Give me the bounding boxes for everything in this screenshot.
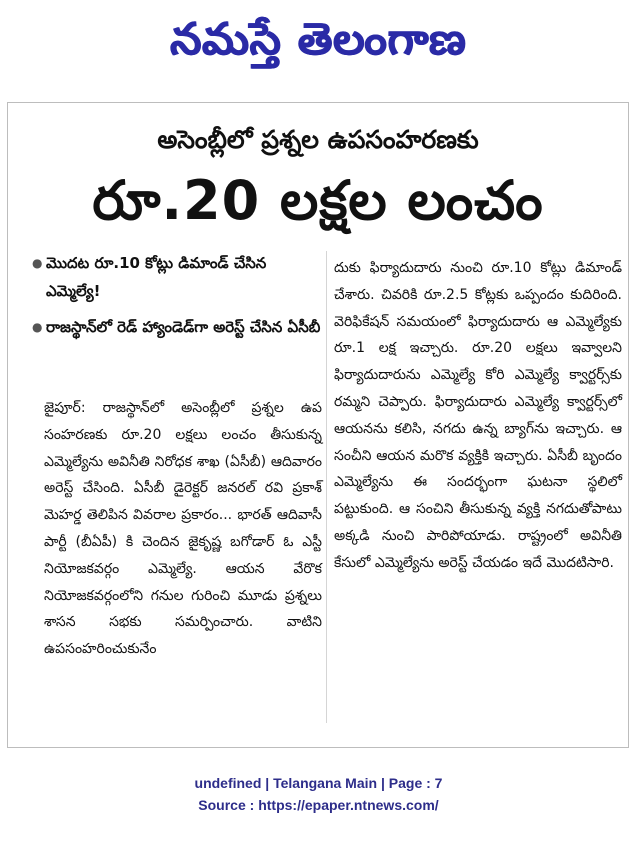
column-divider (326, 251, 327, 723)
newspaper-logo: నమస్తే తెలంగాణ (170, 14, 467, 65)
page-footer (0, 772, 637, 816)
bullet-icon: ● (32, 256, 43, 270)
article-headline: రూ.20 లక్షల లంచం (92, 169, 544, 232)
subhead-item (32, 313, 324, 341)
article-body-right-column: దుకు ఫిర్యాదుదారు నుంచి రూ.10 కోట్లు డిమాండ్ చేశారు. చివరికి రూ.2.5 కోట్లకు ఒప్పందం కుదిరింది. వెరిఫికేషన్ సమయంలో ఫిర్యాదుదారు ఆ ఎమ్మెల్యేకు రూ.1 లక్ష ఇచ్చారు. రూ.20 లక్షలు ఇవ్వాలని ఫిర్యాదుదారును ఎమ్మెల్యే కోరి ఎమ్మెల్యే క్వార్టర్స్‌కు రమ్మని చెప్పారు. ఫిర్యాదుదారు ఎమ్మెల్యే క్వార్టర్స్‌లో ఆయనను కలిసి, నగదు ఉన్న బ్యాగ్‌ను ఇచ్చారు. ఆ సంచీని ఆయన మరొక వ్యక్తికి ఇచ్చారు. ఏసీబీ బృందం ఎమ్మెల్యేను ఈ సందర్భంగా ఘటనా స్థలిలో పట్టుకుంది. ఆ సంచిని తీసుకున్న వ్యక్తి నగదుతోపాటు అక్కడి నుంచి పారిపోయాడు. రాష్ట్రంలో అవినీతి కేసులో ఎమ్మెల్యేను అరెస్ట్ చేయడం ఇదే మొదటిసారి. (334, 260, 622, 571)
article-kicker: అసెంబ్లీలో ప్రశ్నల ఉపసంహరణకు (157, 125, 479, 154)
article-clipping (7, 102, 629, 748)
masthead (0, 0, 637, 80)
source-link[interactable]: Source : https://epaper.ntnews.com/ (198, 797, 439, 813)
bullet-icon: ● (32, 320, 43, 334)
subheads (32, 249, 324, 349)
subhead-text: మొదట రూ.10 కోట్లు డిమాండ్ చేసిన ఎమ్మెల్యే! (46, 254, 267, 300)
subhead-item (32, 249, 324, 305)
article-body-left-column: జైపూర్: రాజస్థాన్‌లో అసెంబ్లీలో ప్రశ్నల ఉప సంహరణకు రూ.20 లక్షలు లంచం తీసుకున్న ఎమ్మెల్యేను అవినీతి నిరోధక శాఖ (ఏసీబీ) ఆదివారం అరెస్ట్ చేసింది. ఏసీబీ డైరెక్టర్ జనరల్ రవి ప్రకాశ్ మెహర్డ తెలిపిన వివరాల ప్రకారం... భారత్ ఆదివాసీ పార్టీ (బీఏపీ) కి చెందిన జైకృష్ణ బగోడార్ ఓ ఎస్టీ నియోజకవర్గం ఎమ్మెల్యే. ఆయన వేరొక నియోజకవర్గంలోని గనుల గురించి మూడు ప్రశ్నలు శాసన సభకు సమర్పించారు. వాటిని ఉపసంహరించుకునేం (44, 400, 322, 658)
subhead-text: రాజస్థాన్‌లో రెడ్ హ్యాండెడ్‌గా అరెస్ట్ చేసిన ఏసీబీ (46, 318, 321, 336)
edition-info: undefined | Telangana Main | Page : 7 (194, 775, 443, 791)
